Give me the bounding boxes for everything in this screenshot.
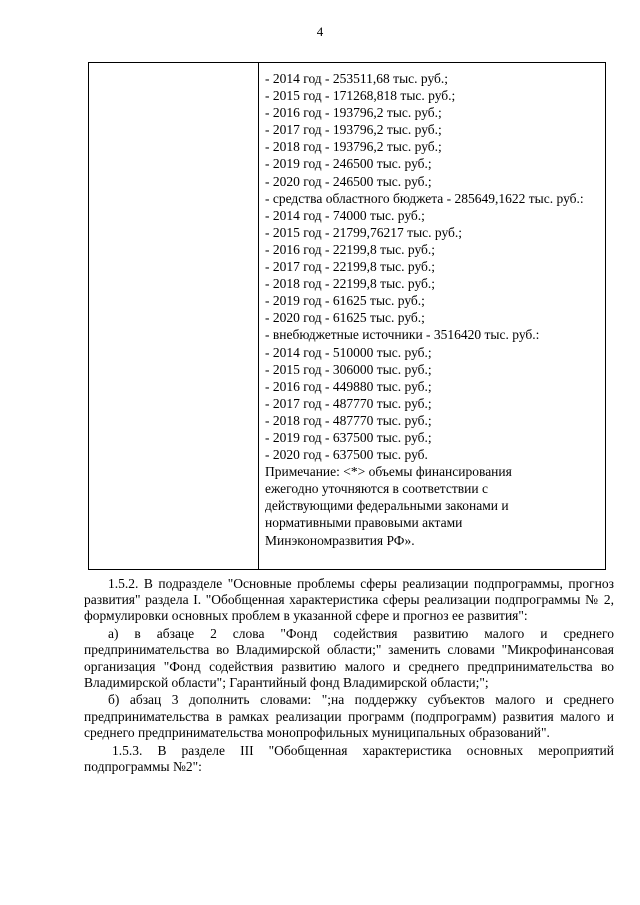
note-line: Минэкономразвития РФ». [265,532,415,548]
funding-line: - 2020 год - 637500 тыс. руб. [265,447,428,463]
funding-line: - 2019 год - 246500 тыс. руб.; [265,156,432,172]
paragraph-1-5-3: 1.5.3. В разделе III "Обобщенная характеристика основных мероприятий подпрограммы №2": [84,742,614,774]
funding-line: - 2015 год - 21799,76217 тыс. руб.; [265,224,463,240]
note-line: действующими федеральными законами и [265,498,509,514]
page-number: 4 [316,24,324,39]
funding-line: - 2015 год - 171268,818 тыс. руб.; [265,88,456,104]
funding-line: - 2014 год - 74000 тыс. руб.; [265,207,425,223]
document-body [84,576,614,776]
funding-line: - 2015 год - 306000 тыс. руб.; [265,361,432,377]
funding-line: - 2018 год - 487770 тыс. руб.; [265,412,432,428]
paragraph-1-5-2: 1.5.2. В подразделе "Основные проблемы сферы реализации подпрограммы, прогноз развития" раздела I. "Обобщенная характеристика сферы реализации подпрограммы № 2, формулировки основных проблем в указанной сфере и прогноз ее развития": [84,576,614,624]
funding-line-regional-budget: - средства областного бюджета - 285649,1622 тыс. руб.: [265,190,584,206]
funding-line: - 2020 год - 246500 тыс. руб.; [265,173,432,189]
funding-line: - 2017 год - 22199,8 тыс. руб.; [265,259,436,275]
funding-line: - 2016 год - 449880 тыс. руб.; [265,378,432,394]
funding-line: - 2014 год - 510000 тыс. руб.; [265,344,432,360]
paragraph-item-b: б) абзац 3 дополнить словами: ";на поддержку субъектов малого и среднего предпринимательства в рамках реализации программ (подпрограмм) развития малого и среднего предпринимательства монопрофильных муниципальных образований". [84,692,614,740]
funding-line: - 2016 год - 193796,2 тыс. руб.; [265,105,442,121]
funding-line: - 2019 год - 637500 тыс. руб.; [265,429,432,445]
funding-line: - 2017 год - 487770 тыс. руб.; [265,395,432,411]
funding-line: - 2018 год - 193796,2 тыс. руб.; [265,139,442,155]
funding-line: - 2019 год - 61625 тыс. руб.; [265,293,425,309]
funding-table [88,62,606,570]
funding-line-extrabudgetary: - внебюджетные источники - 3516420 тыс. руб.: [265,327,540,343]
funding-line: - 2017 год - 193796,2 тыс. руб.; [265,122,442,138]
table-column-divider [258,63,259,569]
funding-line: - 2016 год - 22199,8 тыс. руб.; [265,241,436,257]
note-line: Примечание: <*> объемы финансирования [265,464,512,480]
funding-line: - 2018 год - 22199,8 тыс. руб.; [265,276,436,292]
funding-cell [265,70,603,549]
note-line: ежегодно уточняются в соответствии с [265,481,488,497]
funding-line: - 2020 год - 61625 тыс. руб.; [265,310,425,326]
funding-line: - 2014 год - 253511,68 тыс. руб.; [265,71,449,86]
note-line: нормативными правовыми актами [265,515,463,531]
paragraph-item-a: а) в абзаце 2 слова "Фонд содействия развитию малого и среднего предпринимательства во Владимирской области;" заменить словами "Микрофинансовая организация "Фонд содействия развитию малого и среднего предпринимательства во Владимирской области"; Гарантийный фонд Владимирской области;"; [84,626,614,690]
